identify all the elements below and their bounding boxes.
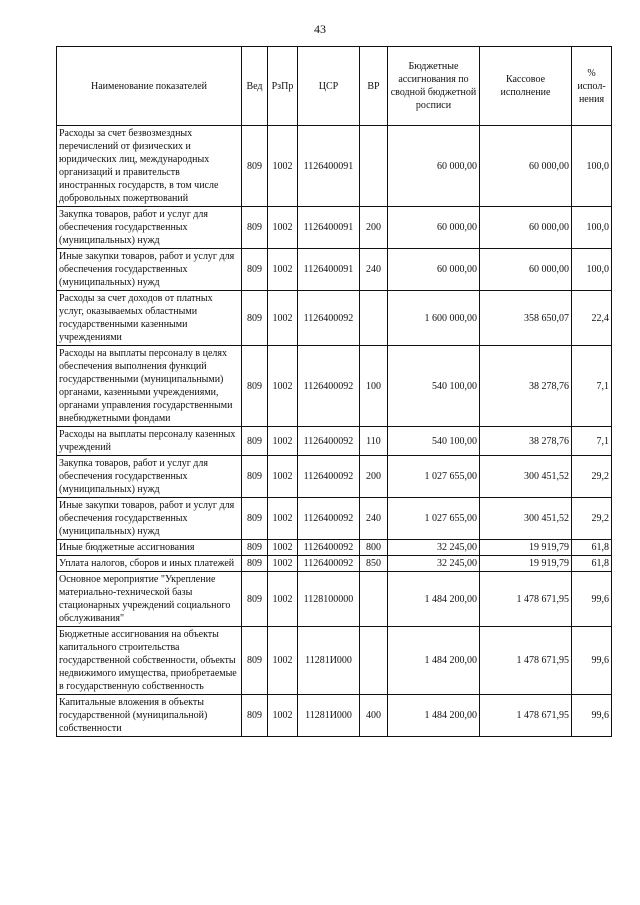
cell-pct: 22,4 xyxy=(572,291,612,346)
cell-rzpr: 1002 xyxy=(268,695,298,737)
cell-vr xyxy=(360,126,388,207)
cell-vr: 800 xyxy=(360,540,388,556)
cell-ved: 809 xyxy=(242,207,268,249)
cell-ved: 809 xyxy=(242,556,268,572)
cell-pct: 99,6 xyxy=(572,572,612,627)
page-number: 43 xyxy=(314,22,326,36)
cell-pct: 99,6 xyxy=(572,695,612,737)
table-body xyxy=(57,126,612,737)
cell-name: Бюджетные ассигнования на объекты капитального строительства государственной собственности, объекты недвижимого имущества, приобретаемые в государственную собственность xyxy=(57,627,242,695)
header-csr: ЦСР xyxy=(298,47,360,126)
cell-ved: 809 xyxy=(242,627,268,695)
cell-vr xyxy=(360,291,388,346)
cell-ved: 809 xyxy=(242,540,268,556)
cell-ved: 809 xyxy=(242,572,268,627)
table-row xyxy=(57,207,612,249)
cell-rzpr: 1002 xyxy=(268,540,298,556)
cell-budget: 540 100,00 xyxy=(388,427,480,456)
cell-rzpr: 1002 xyxy=(268,427,298,456)
cell-budget: 1 600 000,00 xyxy=(388,291,480,346)
cell-name: Капитальные вложения в объекты государственной (муниципальной) собственности xyxy=(57,695,242,737)
header-row xyxy=(57,47,612,126)
cell-budget: 1 484 200,00 xyxy=(388,627,480,695)
cell-vr: 200 xyxy=(360,456,388,498)
cell-rzpr: 1002 xyxy=(268,291,298,346)
cell-ved: 809 xyxy=(242,249,268,291)
cell-pct: 100,0 xyxy=(572,126,612,207)
cell-cash: 1 478 671,95 xyxy=(480,572,572,627)
cell-cash: 60 000,00 xyxy=(480,207,572,249)
cell-cash: 1 478 671,95 xyxy=(480,627,572,695)
cell-csr: 1128100000 xyxy=(298,572,360,627)
cell-pct: 29,2 xyxy=(572,498,612,540)
table-row xyxy=(57,126,612,207)
budget-execution-table xyxy=(56,46,612,737)
header-budget: Бюджетные ассигнования по сводной бюджетной росписи xyxy=(388,47,480,126)
cell-pct: 100,0 xyxy=(572,207,612,249)
cell-budget: 1 027 655,00 xyxy=(388,456,480,498)
cell-ved: 809 xyxy=(242,291,268,346)
cell-budget: 60 000,00 xyxy=(388,249,480,291)
table-row xyxy=(57,427,612,456)
cell-pct: 61,8 xyxy=(572,540,612,556)
cell-cash: 60 000,00 xyxy=(480,126,572,207)
cell-name: Расходы за счет безвозмездных перечислений от физических и юридических лиц, международных организаций и правительств иностранных государств, в том числе добровольных пожертвований xyxy=(57,126,242,207)
table-row xyxy=(57,540,612,556)
cell-csr: 1126400091 xyxy=(298,207,360,249)
cell-rzpr: 1002 xyxy=(268,498,298,540)
cell-budget: 1 484 200,00 xyxy=(388,695,480,737)
cell-vr: 240 xyxy=(360,498,388,540)
header-vr: ВР xyxy=(360,47,388,126)
cell-pct: 7,1 xyxy=(572,427,612,456)
cell-name: Расходы за счет доходов от платных услуг, оказываемых областными государственными казенными учреждениями xyxy=(57,291,242,346)
cell-pct: 100,0 xyxy=(572,249,612,291)
cell-csr: 1126400092 xyxy=(298,456,360,498)
cell-cash: 38 278,76 xyxy=(480,346,572,427)
cell-budget: 32 245,00 xyxy=(388,540,480,556)
cell-name: Основное мероприятие "Укрепление материально-технической базы стационарных учреждений социального обслуживания" xyxy=(57,572,242,627)
cell-cash: 358 650,07 xyxy=(480,291,572,346)
cell-cash: 300 451,52 xyxy=(480,456,572,498)
cell-vr: 110 xyxy=(360,427,388,456)
table-row xyxy=(57,556,612,572)
table-row xyxy=(57,249,612,291)
cell-name: Закупка товаров, работ и услуг для обеспечения государственных (муниципальных) нужд xyxy=(57,207,242,249)
cell-rzpr: 1002 xyxy=(268,249,298,291)
cell-cash: 300 451,52 xyxy=(480,498,572,540)
cell-ved: 809 xyxy=(242,695,268,737)
cell-rzpr: 1002 xyxy=(268,627,298,695)
cell-cash: 38 278,76 xyxy=(480,427,572,456)
cell-cash: 1 478 671,95 xyxy=(480,695,572,737)
table-row xyxy=(57,572,612,627)
cell-pct: 7,1 xyxy=(572,346,612,427)
cell-name: Уплата налогов, сборов и иных платежей xyxy=(57,556,242,572)
cell-budget: 1 027 655,00 xyxy=(388,498,480,540)
table-row xyxy=(57,456,612,498)
cell-rzpr: 1002 xyxy=(268,556,298,572)
cell-budget: 60 000,00 xyxy=(388,207,480,249)
cell-rzpr: 1002 xyxy=(268,346,298,427)
cell-budget: 60 000,00 xyxy=(388,126,480,207)
cell-ved: 809 xyxy=(242,126,268,207)
header-rzpr: РзПр xyxy=(268,47,298,126)
cell-csr: 1126400092 xyxy=(298,427,360,456)
cell-csr: 11281И000 xyxy=(298,695,360,737)
header-pct: % испол-нения xyxy=(572,47,612,126)
cell-ved: 809 xyxy=(242,346,268,427)
header-name: Наименование показателей xyxy=(57,47,242,126)
cell-vr xyxy=(360,627,388,695)
cell-rzpr: 1002 xyxy=(268,572,298,627)
table-row xyxy=(57,498,612,540)
cell-pct: 99,6 xyxy=(572,627,612,695)
cell-vr: 100 xyxy=(360,346,388,427)
cell-rzpr: 1002 xyxy=(268,207,298,249)
cell-csr: 1126400092 xyxy=(298,556,360,572)
cell-pct: 61,8 xyxy=(572,556,612,572)
cell-cash: 60 000,00 xyxy=(480,249,572,291)
header-cash: Кассовое исполнение xyxy=(480,47,572,126)
cell-rzpr: 1002 xyxy=(268,456,298,498)
cell-budget: 1 484 200,00 xyxy=(388,572,480,627)
cell-csr: 1126400092 xyxy=(298,498,360,540)
cell-vr: 240 xyxy=(360,249,388,291)
cell-name: Иные бюджетные ассигнования xyxy=(57,540,242,556)
cell-csr: 1126400091 xyxy=(298,126,360,207)
table-row xyxy=(57,346,612,427)
cell-name: Иные закупки товаров, работ и услуг для обеспечения государственных (муниципальных) нужд xyxy=(57,498,242,540)
cell-csr: 1126400092 xyxy=(298,291,360,346)
cell-ved: 809 xyxy=(242,456,268,498)
cell-cash: 19 919,79 xyxy=(480,540,572,556)
cell-budget: 540 100,00 xyxy=(388,346,480,427)
cell-cash: 19 919,79 xyxy=(480,556,572,572)
cell-name: Расходы на выплаты персоналу в целях обеспечения выполнения функций государственными (муниципальными) органами, казенными учреждениями, органами управления государственными внебюджетными фондами xyxy=(57,346,242,427)
cell-name: Закупка товаров, работ и услуг для обеспечения государственных (муниципальных) нужд xyxy=(57,456,242,498)
header-ved: Вед xyxy=(242,47,268,126)
cell-name: Расходы на выплаты персоналу казенных учреждений xyxy=(57,427,242,456)
cell-name: Иные закупки товаров, работ и услуг для обеспечения государственных (муниципальных) нужд xyxy=(57,249,242,291)
cell-csr: 11281И000 xyxy=(298,627,360,695)
table-row xyxy=(57,695,612,737)
cell-vr xyxy=(360,572,388,627)
cell-ved: 809 xyxy=(242,498,268,540)
cell-rzpr: 1002 xyxy=(268,126,298,207)
cell-csr: 1126400092 xyxy=(298,346,360,427)
cell-csr: 1126400092 xyxy=(298,540,360,556)
cell-csr: 1126400091 xyxy=(298,249,360,291)
table-row xyxy=(57,291,612,346)
cell-ved: 809 xyxy=(242,427,268,456)
cell-pct: 29,2 xyxy=(572,456,612,498)
cell-vr: 850 xyxy=(360,556,388,572)
table-row xyxy=(57,627,612,695)
cell-vr: 400 xyxy=(360,695,388,737)
cell-budget: 32 245,00 xyxy=(388,556,480,572)
cell-vr: 200 xyxy=(360,207,388,249)
